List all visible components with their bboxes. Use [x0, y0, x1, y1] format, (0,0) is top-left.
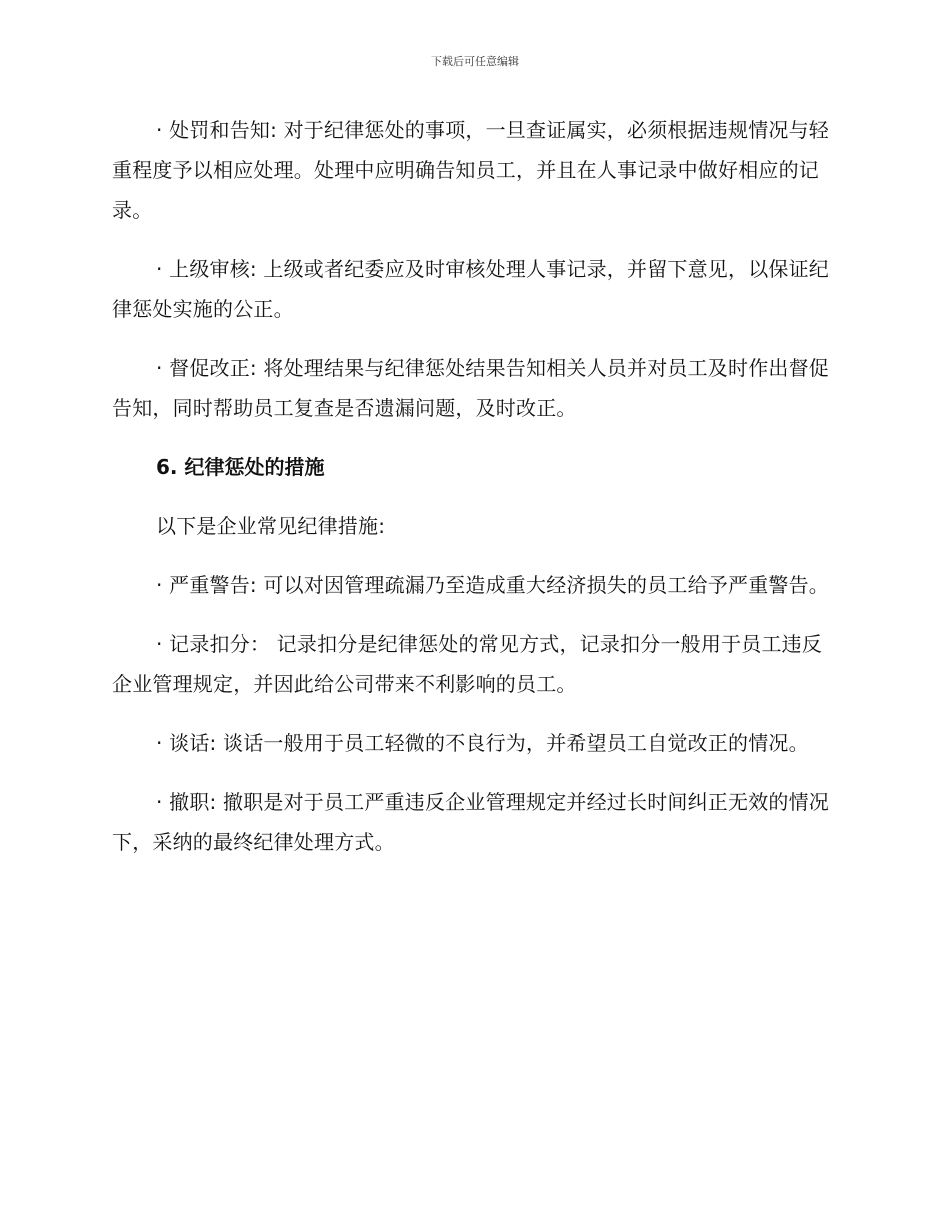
document-body	[112, 110, 834, 881]
paragraph-supervise-correction: · 督促改正: 将处理结果与纪律惩处结果告知相关人员并对员工及时作出督促告知，同时帮助员工复查是否遗漏问题，及时改正。	[112, 356, 830, 420]
paragraph-superior-review: · 上级审核: 上级或者纪委应及时审核处理人事记录，并留下意见，以保证纪律惩处实施的公正。	[112, 257, 830, 321]
paragraph-talk: · 谈话: 谈话一般用于员工轻微的不良行为，并希望员工自觉改正的情况。	[156, 731, 809, 755]
paragraph-intro-measures: 以下是企业常见纪律措施:	[156, 514, 386, 538]
paragraph-record-deduction: · 记录扣分： 记录扣分是纪律惩处的常见方式，记录扣分一般用于员工违反企业管理规定，并因此给公司带来不利影响的员工。	[112, 632, 823, 696]
page-header: 下载后可任意编辑	[431, 55, 519, 68]
paragraph-penalty-notification: · 处罚和告知: 对于纪律惩处的事项，一旦查证属实，必须根据违规情况与轻重程度予以相应处理。处理中应明确告知员工，并且在人事记录中做好相应的记录。	[112, 118, 830, 222]
paragraph-serious-warning: · 严重警告: 可以对因管理疏漏乃至造成重大经济损失的员工给予严重警告。	[156, 573, 830, 597]
paragraph-dismissal: · 撤职: 撤职是对于员工严重违反企业管理规定并经过长时间纠正无效的情况下，采纳的最终纪律处理方式。	[112, 790, 830, 854]
section-heading: 6. 纪律惩处的措施	[156, 455, 325, 479]
